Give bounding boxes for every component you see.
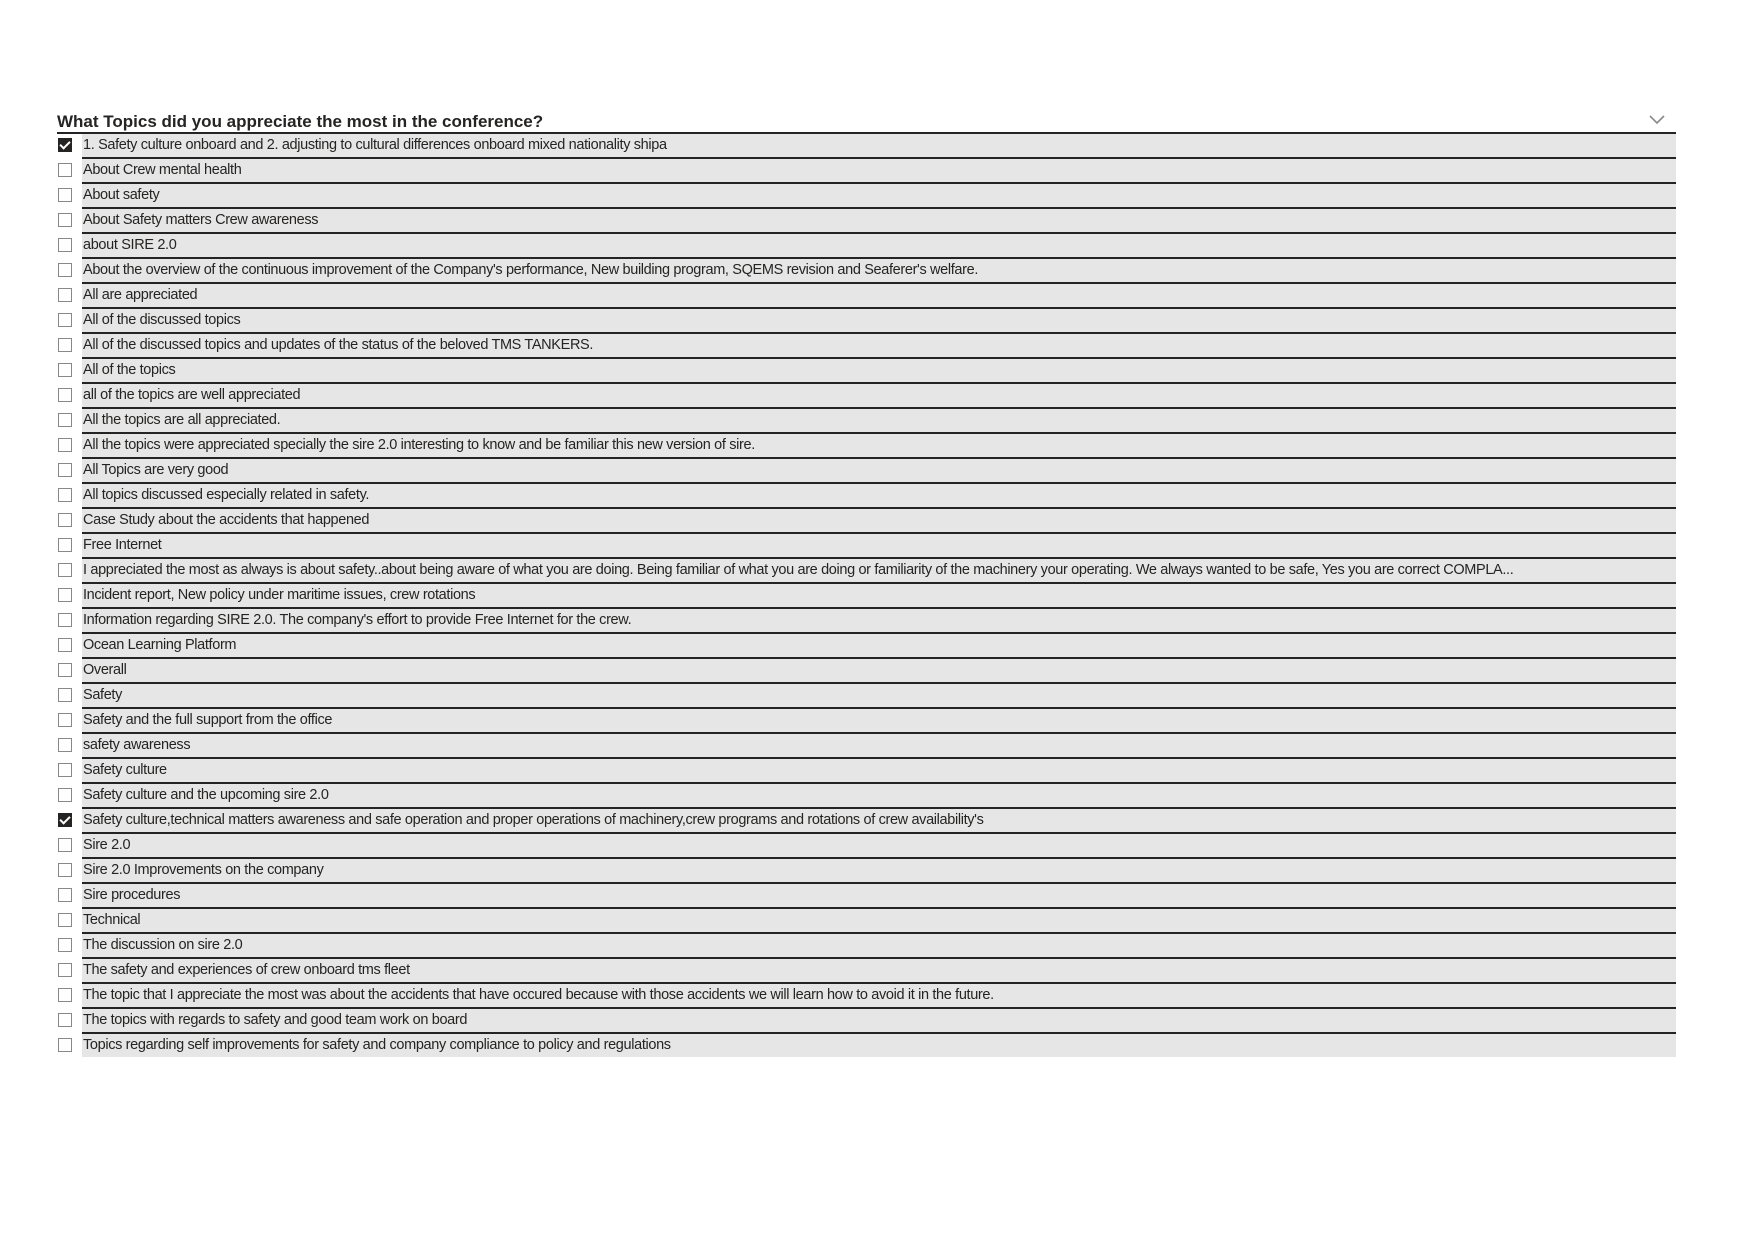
slicer-item-label[interactable]: Free Internet xyxy=(82,534,1676,559)
checkbox-unchecked[interactable] xyxy=(58,338,72,352)
slicer-item-label[interactable]: All Topics are very good xyxy=(82,459,1676,484)
slicer-item-label[interactable]: Ocean Learning Platform xyxy=(82,634,1676,659)
slicer-item-label[interactable]: About safety xyxy=(82,184,1676,209)
slicer-item-label[interactable]: The discussion on sire 2.0 xyxy=(82,934,1676,959)
checkbox-unchecked[interactable] xyxy=(58,938,72,952)
slicer-item-label[interactable]: Information regarding SIRE 2.0. The company's effort to provide Free Internet for the crew. xyxy=(82,609,1676,634)
slicer-item-label[interactable]: I appreciated the most as always is about safety..about being aware of what you are doing. Being familiar of what you are doing or familiarity of the machinery your operating. We always wanted to be safe, Yes you are correct COMPLA... xyxy=(82,559,1676,584)
slicer-item[interactable] xyxy=(57,859,1676,884)
slicer-item[interactable] xyxy=(57,784,1676,809)
slicer-item-label[interactable]: Sire procedures xyxy=(82,884,1676,909)
checkbox-unchecked[interactable] xyxy=(58,513,72,527)
slicer-item[interactable] xyxy=(57,684,1676,709)
slicer-item[interactable] xyxy=(57,759,1676,784)
slicer-item-label[interactable]: All of the discussed topics and updates of the status of the beloved TMS TANKERS. xyxy=(82,334,1676,359)
checkbox-unchecked[interactable] xyxy=(58,688,72,702)
slicer-item[interactable] xyxy=(57,359,1676,384)
slicer-item-label[interactable]: Safety culture xyxy=(82,759,1676,784)
checkbox-unchecked[interactable] xyxy=(58,963,72,977)
checkbox-unchecked[interactable] xyxy=(58,1038,72,1052)
checkbox-unchecked[interactable] xyxy=(58,988,72,1002)
slicer-item-label[interactable]: All are appreciated xyxy=(82,284,1676,309)
checkbox-checked[interactable] xyxy=(58,138,72,152)
checkbox-unchecked[interactable] xyxy=(58,788,72,802)
slicer-item[interactable] xyxy=(57,609,1676,634)
slicer-item-label[interactable]: About the overview of the continuous improvement of the Company's performance, New building program, SQEMS revision and Seaferer's welfare. xyxy=(82,259,1676,284)
slicer-item[interactable] xyxy=(57,509,1676,534)
slicer-item-label[interactable]: Technical xyxy=(82,909,1676,934)
checkbox-unchecked[interactable] xyxy=(58,613,72,627)
checkbox-unchecked[interactable] xyxy=(58,213,72,227)
chevron-down-icon[interactable] xyxy=(1648,110,1666,128)
slicer-item-label[interactable]: Case Study about the accidents that happened xyxy=(82,509,1676,534)
checkbox-unchecked[interactable] xyxy=(58,563,72,577)
checkbox-unchecked[interactable] xyxy=(58,638,72,652)
slicer-item-label[interactable]: All of the topics xyxy=(82,359,1676,384)
slicer-item[interactable] xyxy=(57,434,1676,459)
slicer-item[interactable] xyxy=(57,909,1676,934)
slicer-item[interactable] xyxy=(57,484,1676,509)
slicer-item-label[interactable]: Sire 2.0 xyxy=(82,834,1676,859)
slicer-item-list xyxy=(57,134,1676,1059)
checkbox-unchecked[interactable] xyxy=(58,313,72,327)
checkbox-unchecked[interactable] xyxy=(58,263,72,277)
slicer-item-label[interactable]: About Crew mental health xyxy=(82,159,1676,184)
checkbox-unchecked[interactable] xyxy=(58,288,72,302)
checkbox-unchecked[interactable] xyxy=(58,538,72,552)
slicer-item[interactable] xyxy=(57,534,1676,559)
slicer-item[interactable] xyxy=(57,734,1676,759)
slicer-item-label[interactable]: All the topics are all appreciated. xyxy=(82,409,1676,434)
slicer-item-label[interactable]: The safety and experiences of crew onboard tms fleet xyxy=(82,959,1676,984)
checkbox-unchecked[interactable] xyxy=(58,163,72,177)
checkbox-unchecked[interactable] xyxy=(58,663,72,677)
slicer-item-label[interactable]: about SIRE 2.0 xyxy=(82,234,1676,259)
slicer-item[interactable] xyxy=(57,209,1676,234)
slicer-item-label[interactable]: Safety and the full support from the office xyxy=(82,709,1676,734)
slicer-item-label[interactable]: The topic that I appreciate the most was about the accidents that have occured because with those accidents we will learn how to avoid it in the future. xyxy=(82,984,1676,1009)
slicer-item[interactable] xyxy=(57,309,1676,334)
slicer-item[interactable] xyxy=(57,959,1676,984)
slicer-item[interactable] xyxy=(57,384,1676,409)
slicer-item[interactable] xyxy=(57,1034,1676,1059)
slicer-header xyxy=(57,106,1676,134)
checkbox-unchecked[interactable] xyxy=(58,463,72,477)
slicer-item[interactable] xyxy=(57,559,1676,584)
slicer-item[interactable] xyxy=(57,584,1676,609)
slicer-item-label[interactable]: 1. Safety culture onboard and 2. adjusting to cultural differences onboard mixed nationality shipa xyxy=(82,134,1676,159)
slicer-item-label[interactable]: The topics with regards to safety and good team work on board xyxy=(82,1009,1676,1034)
slicer-item-label[interactable]: Overall xyxy=(82,659,1676,684)
slicer-item[interactable] xyxy=(57,809,1676,834)
slicer-item-label[interactable]: Topics regarding self improvements for safety and company compliance to policy and regulations xyxy=(82,1034,1676,1057)
checkbox-unchecked[interactable] xyxy=(58,738,72,752)
slicer-item[interactable] xyxy=(57,134,1676,159)
slicer-item-label[interactable]: safety awareness xyxy=(82,734,1676,759)
slicer-item[interactable] xyxy=(57,884,1676,909)
checkbox-unchecked[interactable] xyxy=(58,888,72,902)
slicer-item[interactable] xyxy=(57,659,1676,684)
checkbox-unchecked[interactable] xyxy=(58,188,72,202)
slicer-item-label[interactable]: Safety xyxy=(82,684,1676,709)
slicer-item[interactable] xyxy=(57,634,1676,659)
checkbox-unchecked[interactable] xyxy=(58,838,72,852)
slicer-item-label[interactable]: All of the discussed topics xyxy=(82,309,1676,334)
topics-slicer xyxy=(57,106,1676,1059)
checkbox-unchecked[interactable] xyxy=(58,488,72,502)
slicer-title: What Topics did you appreciate the most in the conference? xyxy=(57,112,544,131)
slicer-item-label[interactable]: Sire 2.0 Improvements on the company xyxy=(82,859,1676,884)
slicer-item-label[interactable]: All topics discussed especially related in safety. xyxy=(82,484,1676,509)
checkbox-unchecked[interactable] xyxy=(58,413,72,427)
slicer-item[interactable] xyxy=(57,934,1676,959)
checkbox-checked[interactable] xyxy=(58,813,72,827)
slicer-item[interactable] xyxy=(57,459,1676,484)
checkbox-unchecked[interactable] xyxy=(58,913,72,927)
slicer-item[interactable] xyxy=(57,334,1676,359)
slicer-item[interactable] xyxy=(57,709,1676,734)
checkbox-unchecked[interactable] xyxy=(58,363,72,377)
slicer-item-label[interactable]: All the topics were appreciated specially the sire 2.0 interesting to know and be familiar this new version of sire. xyxy=(82,434,1676,459)
slicer-item[interactable] xyxy=(57,234,1676,259)
slicer-item[interactable] xyxy=(57,984,1676,1009)
slicer-item[interactable] xyxy=(57,1009,1676,1034)
slicer-item-label[interactable]: Safety culture,technical matters awareness and safe operation and proper operations of machinery,crew programs and rotations of crew availability's xyxy=(82,809,1676,834)
slicer-item[interactable] xyxy=(57,184,1676,209)
checkbox-unchecked[interactable] xyxy=(58,388,72,402)
slicer-item-label[interactable]: all of the topics are well appreciated xyxy=(82,384,1676,409)
checkbox-unchecked[interactable] xyxy=(58,588,72,602)
slicer-item-label[interactable]: Safety culture and the upcoming sire 2.0 xyxy=(82,784,1676,809)
checkbox-unchecked[interactable] xyxy=(58,763,72,777)
slicer-item-label[interactable]: About Safety matters Crew awareness xyxy=(82,209,1676,234)
slicer-item[interactable] xyxy=(57,834,1676,859)
slicer-item-label[interactable]: Incident report, New policy under maritime issues, crew rotations xyxy=(82,584,1676,609)
slicer-item[interactable] xyxy=(57,409,1676,434)
checkbox-unchecked[interactable] xyxy=(58,713,72,727)
slicer-item[interactable] xyxy=(57,159,1676,184)
slicer-item[interactable] xyxy=(57,284,1676,309)
checkbox-unchecked[interactable] xyxy=(58,238,72,252)
checkbox-unchecked[interactable] xyxy=(58,1013,72,1027)
checkbox-unchecked[interactable] xyxy=(58,863,72,877)
slicer-item[interactable] xyxy=(57,259,1676,284)
checkbox-unchecked[interactable] xyxy=(58,438,72,452)
